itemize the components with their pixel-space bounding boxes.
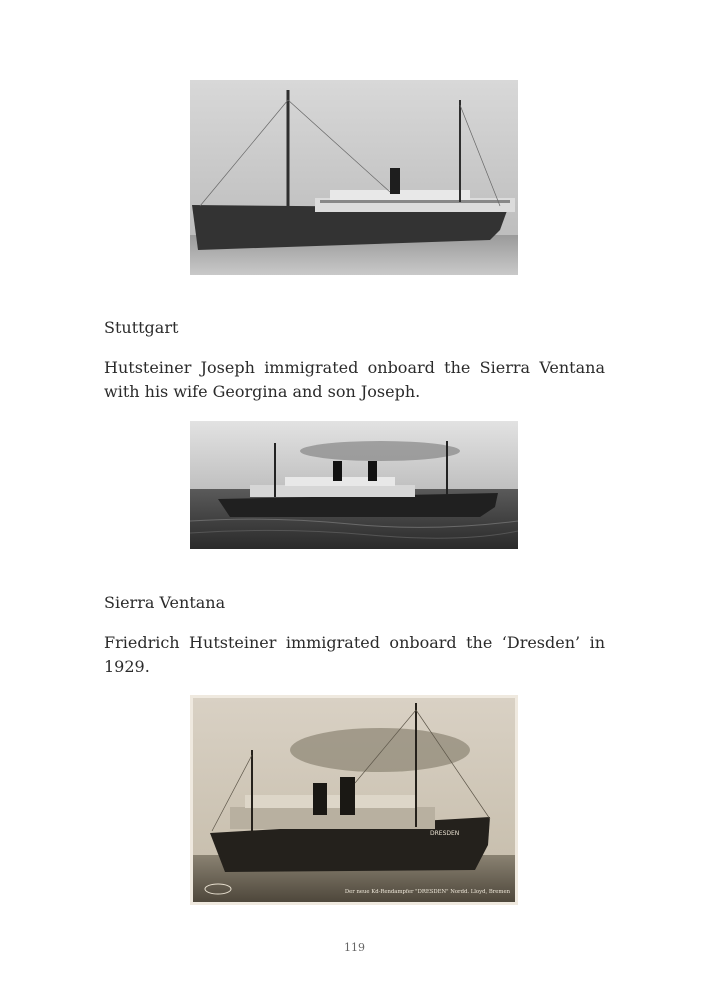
ship-photo-dresden [190,695,518,905]
ship-photo-sierra-ventana [190,421,518,549]
postcard-caption: Der neue Kd-Rendampfer "DRESDEN" Nordd. Lloyd, Bremen [344,889,510,895]
page-number: 119 [344,941,365,954]
ship-hull-name: DRESDEN [430,830,460,837]
photo-caption: Stuttgart [104,318,179,337]
photo-caption: Sierra Ventana [104,593,226,612]
ship-photo-stuttgart [190,80,518,275]
body-paragraph: Friedrich Hutsteiner immigrated onboard the ‘Dresden’ in 1929. [104,633,605,676]
body-paragraph: Hutsteiner Joseph immigrated onboard the Sierra Ventana with his wife Georgina and son Joseph. [104,358,605,401]
